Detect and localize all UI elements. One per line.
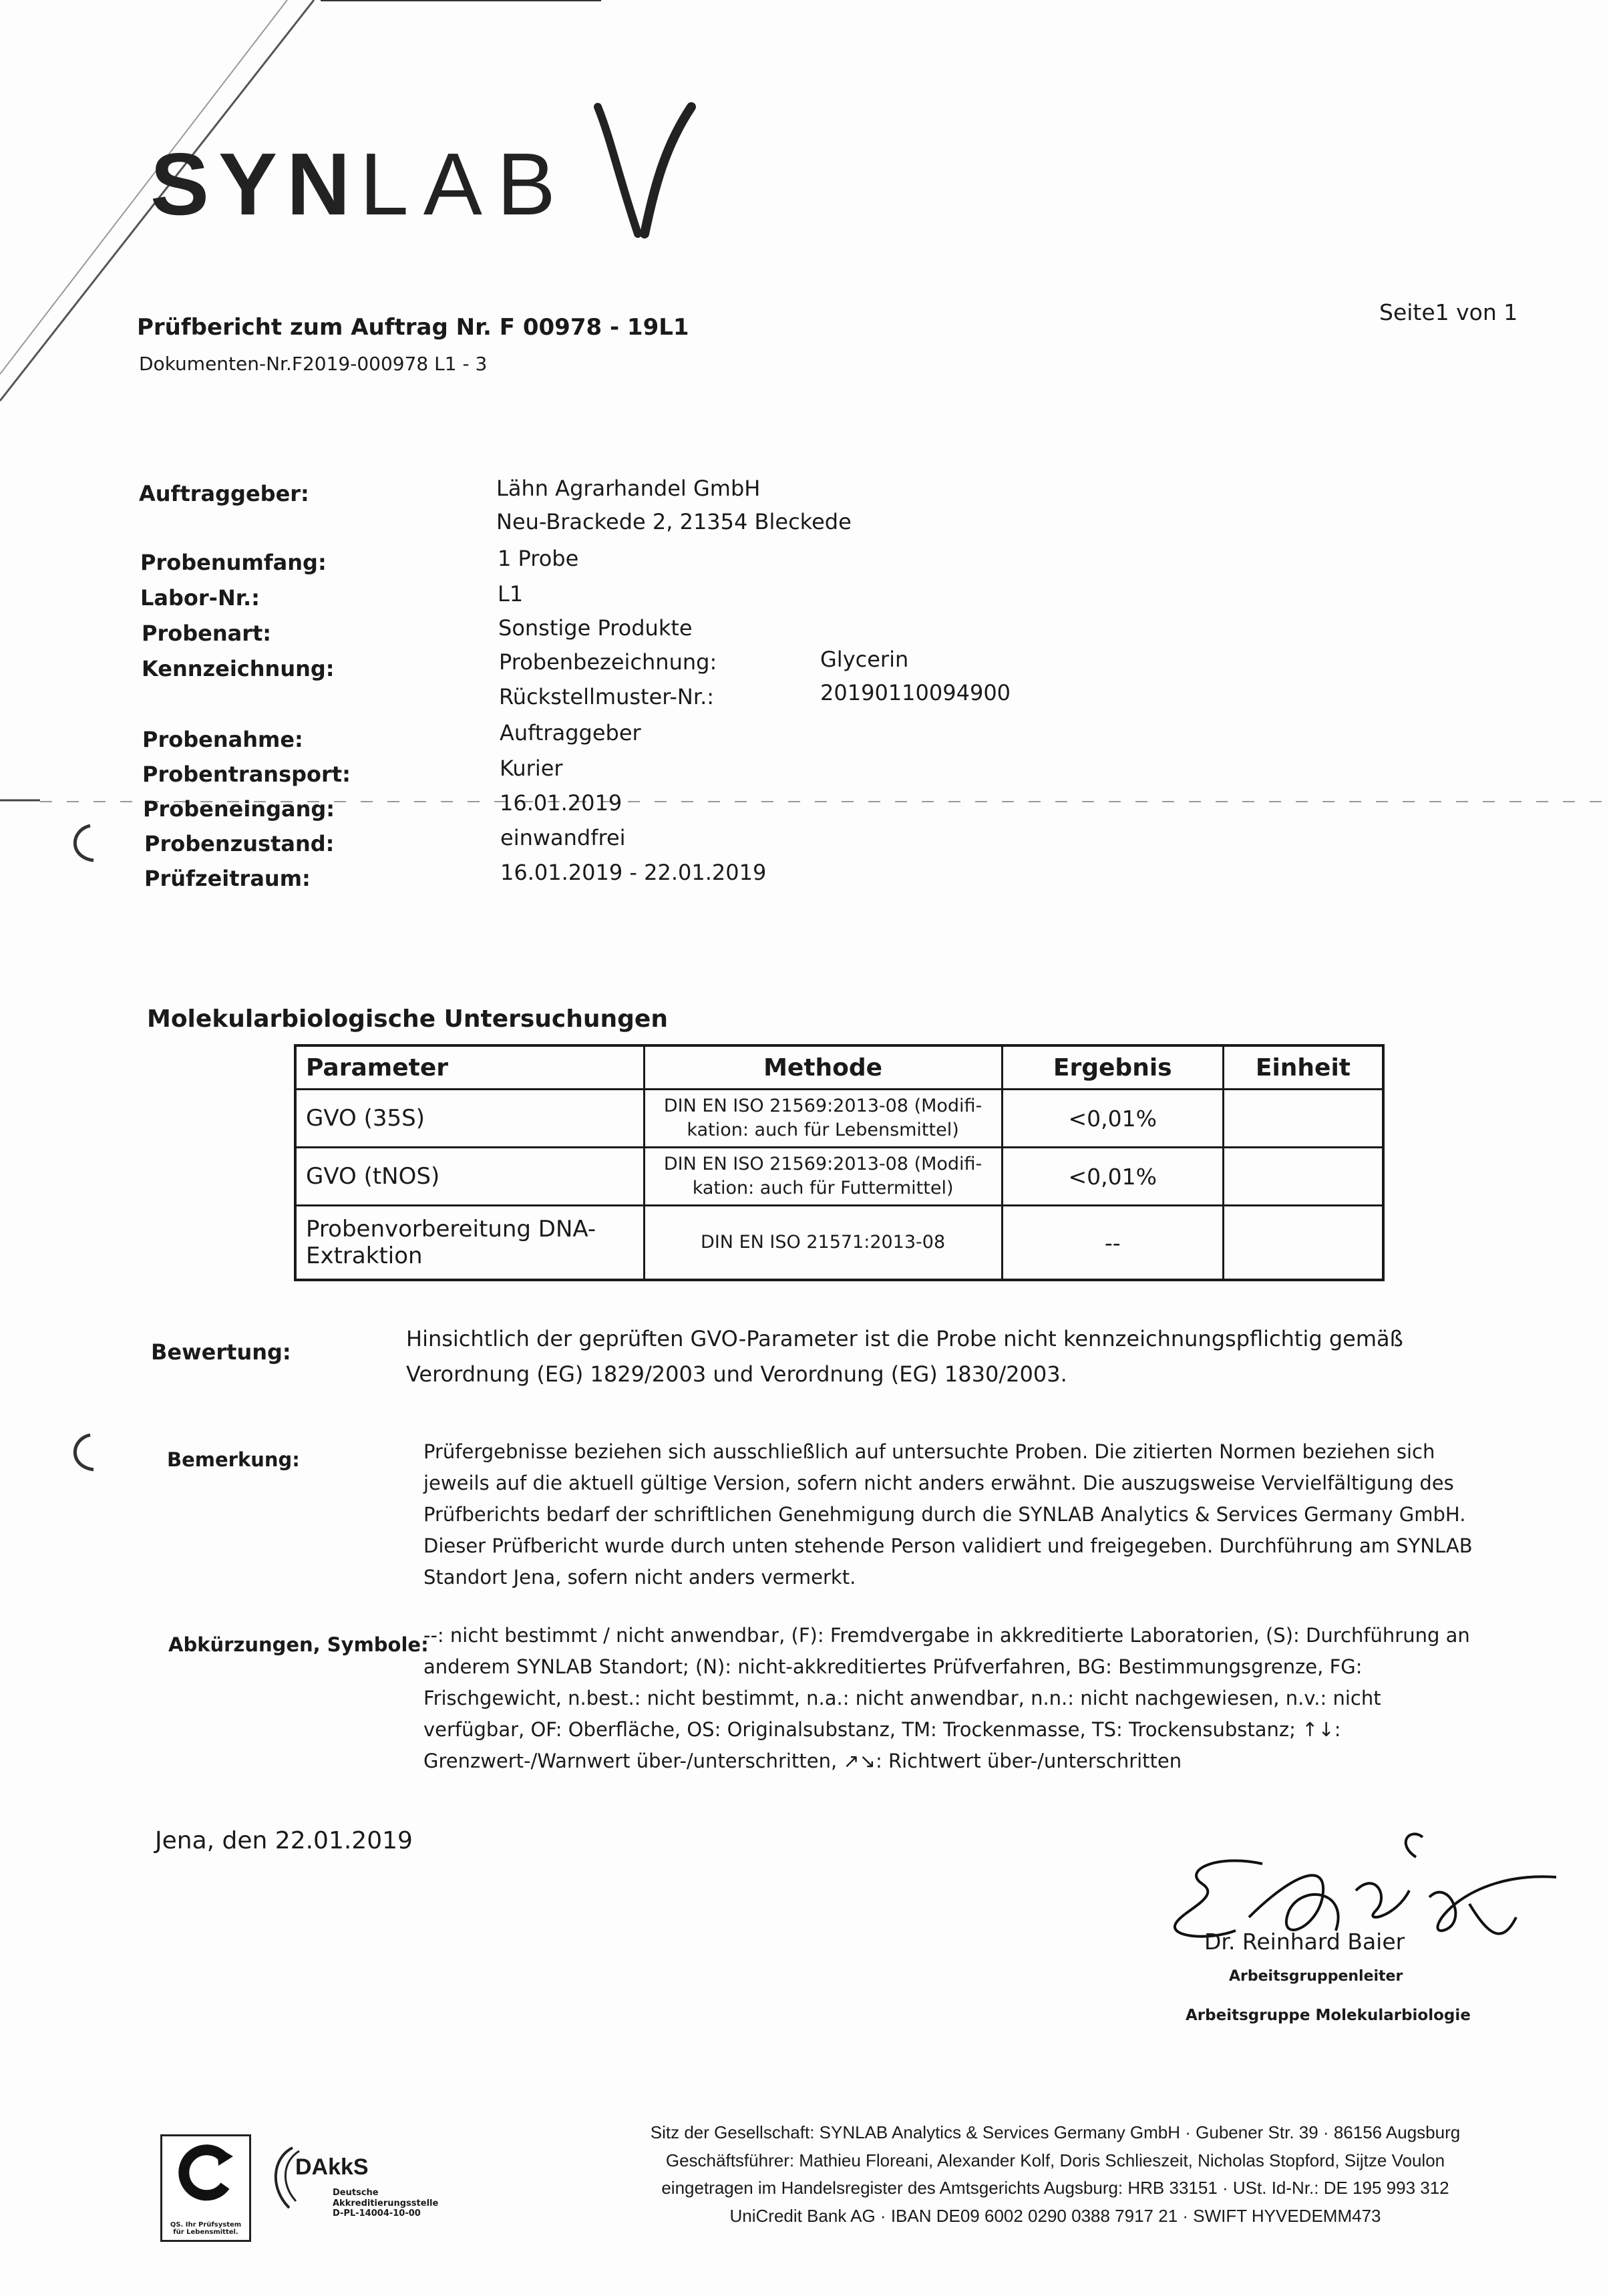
hole-punch-mark: [57, 1430, 104, 1476]
column-header: Methode: [644, 1045, 1002, 1090]
unit-cell: [1223, 1148, 1383, 1206]
signer-role: Arbeitsgruppenleiter: [1229, 1968, 1403, 1985]
probenbezeichnung-label: Probenbezeichnung:: [499, 649, 717, 675]
dakks-accreditation-badge: [266, 2134, 439, 2228]
probenumfang-value: 1 Probe: [498, 546, 579, 571]
bemerkung-label: Bemerkung:: [167, 1448, 300, 1471]
signer-group: Arbeitsgruppe Molekularbiologie: [1186, 2007, 1471, 2024]
bewertung-text: Hinsichtlich der geprüften GVO-Parameter ist die Probe nicht kennzeichnungspflichtig gemäß Verordnung (EG) 1829/2003 und Verordnung (EG) 1830/2003.: [406, 1326, 1403, 1387]
result-cell: <0,01%: [1002, 1148, 1223, 1206]
report-title: Prüfbericht zum Auftrag Nr. F 00978 - 19L1: [137, 314, 689, 341]
parameter-line: Probenvorbereitung DNA-: [306, 1216, 596, 1243]
probenbezeichnung-value: Glycerin: [820, 647, 909, 672]
bewertung-label: Bewertung:: [151, 1339, 291, 1365]
method-line: DIN EN ISO 21569:2013-08 (Modifi-: [663, 1095, 982, 1116]
probeneingang-label: Probeneingang:: [143, 796, 335, 822]
unit-cell: [1223, 1206, 1383, 1281]
company-logo: [150, 114, 698, 234]
kennzeichnung-label: Kennzeichnung:: [142, 656, 335, 681]
results-table: [294, 1044, 1385, 1281]
footer-line: eingetragen im Handelsregister des Amtsgerichts Augsburg: HRB 33151 · USt. Id-Nr.: DE 195 993 312: [661, 2178, 1449, 2198]
auftraggeber-label: Auftraggeber:: [139, 481, 309, 506]
probentransport-value: Kurier: [500, 756, 563, 781]
abkuerzungen-label: Abkürzungen, Symbole:: [168, 1633, 429, 1656]
column-header: Einheit: [1223, 1045, 1383, 1090]
unit-cell: [1223, 1090, 1383, 1148]
dakks-subtext: Deutsche Akkreditierungsstelle D-PL-14004-10-00: [333, 2188, 439, 2219]
rueckstell-label: Rückstellmuster-Nr.:: [499, 684, 715, 709]
footer-line: Geschäftsführer: Mathieu Floreani, Alexander Kolf, Doris Schlieszeit, Nicholas Stopford, Sijtze Voulon: [665, 2150, 1445, 2170]
hole-punch-mark: [57, 820, 104, 867]
method-line: DIN EN ISO 21569:2013-08 (Modifi-: [663, 1153, 982, 1174]
probenart-value: Sonstige Produkte: [498, 615, 693, 641]
method-cell: DIN EN ISO 21571:2013-08: [644, 1206, 1002, 1281]
column-header: Ergebnis: [1002, 1045, 1223, 1090]
probenzustand-value: einwandfrei: [500, 825, 626, 850]
table-header-row: [295, 1045, 1383, 1090]
parameter-cell: GVO (tNOS): [295, 1148, 644, 1206]
pruefzeitraum-label: Prüfzeitraum:: [144, 866, 311, 891]
place-date: Jena, den 22.01.2019: [155, 1827, 413, 1854]
probenumfang-label: Probenumfang:: [140, 550, 327, 575]
result-cell: --: [1002, 1206, 1223, 1281]
page-indicator: Seite1 von 1: [1379, 299, 1518, 325]
dakks-name: DAkkS: [295, 2154, 369, 2180]
method-line: kation: auch für Futtermittel): [692, 1178, 954, 1198]
probenahme-label: Probenahme:: [142, 727, 303, 752]
logo-mark-icon: [591, 100, 698, 240]
signer-name: Dr. Reinhard Baier: [1204, 1929, 1405, 1955]
table-row: [295, 1090, 1383, 1148]
auftraggeber-name: Lähn Agrarhandel GmbH: [496, 476, 761, 501]
footer-line: Sitz der Gesellschaft: SYNLAB Analytics & Services Germany GmbH · Gubener Str. 39 · 86156 Augsburg: [650, 2122, 1461, 2142]
table-row: [295, 1148, 1383, 1206]
method-line: kation: auch für Lebensmittel): [687, 1120, 959, 1140]
section-title: Molekularbiologische Untersuchungen: [147, 1005, 668, 1033]
rueckstell-value: 20190110094900: [820, 680, 1011, 705]
table-row: [295, 1206, 1383, 1281]
laborno-label: Labor-Nr.:: [140, 585, 260, 611]
result-cell: <0,01%: [1002, 1090, 1223, 1148]
qs-certification-badge: [160, 2134, 251, 2242]
probeneingang-value: 16.01.2019: [500, 790, 622, 816]
parameter-cell: GVO (35S): [295, 1090, 644, 1148]
column-header: Parameter: [295, 1045, 644, 1090]
company-footer: [601, 2119, 1509, 2230]
probenahme-value: Auftraggeber: [500, 720, 641, 746]
bemerkung-text: Prüfergebnisse beziehen sich ausschließlich auf untersuchte Proben. Die zitierten Normen beziehen sich jeweils auf die aktuell gültige Version, sofern nicht anders erwähnt. Die auszugsweise Vervielfältigung des Prüfberichts bedarf der schriftlichen Genehmigung durch die SYNLAB Analytics & Services Germany GmbH. Dieser Prüfbericht wurde durch unten stehende Person validiert und freigegeben. Durchführung am SYNLAB Standort Jena, sofern nicht anders vermerkt.: [423, 1440, 1473, 1589]
laborno-value: L1: [498, 581, 524, 607]
method-cell: [644, 1148, 1002, 1206]
abkuerzungen-text: --: nicht bestimmt / nicht anwendbar, (F): Fremdvergabe in akkreditierte Laboratorien, (S): Durchführung an anderem SYNLAB Standort; (N): nicht-akkreditiertes Prüfverfahren, BG: Bestimmungsgrenze, FG: Frischgewicht, n.best.: nicht bestimmt, n.a.: nicht anwendbar, n.n.: nicht nachgewiesen, n.v.: nicht verfügbar, OF: Oberfläche, OS: Originalsubstanz, TM: Trockenmasse, TS: Trockensubstanz; ↑↓: Grenzwert-/Warnwert über-/unterschritten, ↗↘: Richtwert über-/unterschritten: [423, 1624, 1470, 1772]
auftraggeber-address: Neu-Brackede 2, 21354 Bleckede: [496, 509, 852, 534]
qs-badge-text: QS. Ihr Prüfsystem für Lebensmittel.: [170, 2221, 242, 2236]
logo-text: SYNLAB: [150, 135, 570, 233]
parameter-cell: [295, 1206, 644, 1281]
probenzustand-label: Probenzustand:: [144, 831, 335, 856]
pruefzeitraum-value: 16.01.2019 - 22.01.2019: [500, 860, 767, 885]
parameter-line: Extraktion: [306, 1243, 423, 1269]
footer-line: UniCredit Bank AG · IBAN DE09 6002 0290 0388 7917 21 · SWIFT HYVEDEMM473: [729, 2205, 1381, 2226]
method-cell: [644, 1090, 1002, 1148]
probenart-label: Probenart:: [142, 621, 272, 646]
qs-logo-icon: [177, 2144, 234, 2202]
document-number: Dokumenten-Nr.F2019-000978 L1 - 3: [139, 353, 488, 375]
probentransport-label: Probentransport:: [142, 762, 351, 787]
dakks-emblem-icon: [266, 2141, 326, 2221]
